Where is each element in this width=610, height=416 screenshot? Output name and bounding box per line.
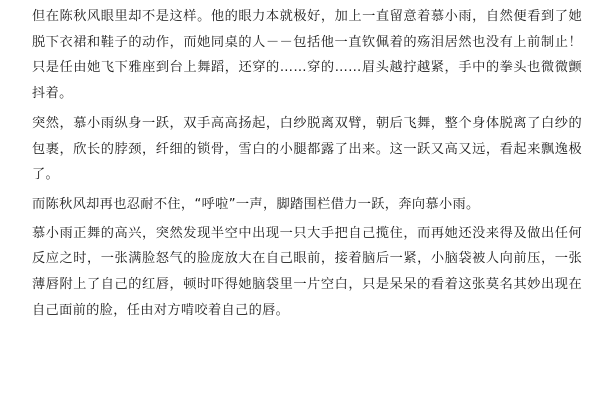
paragraph-3: 而陈秋风却再也忍耐不住，“呼啦”一声，脚踏围栏借力一跃，奔向慕小雨。 [32, 196, 480, 212]
paragraph-1: 但在陈秋风眼里却不是这样。他的眼力本就极好，加上一直留意着慕小雨，自然便看到了她脱下衣裙和鞋子的动作，而她同桌的人－－包括他一直钦佩着的殇泪居然也没有上前制止！只是任由她飞下雅座到台上舞蹈，还穿的……穿的……眉头越拧越紧，手中的拳头也微微颤抖着。 [32, 9, 582, 102]
paragraph-4: 慕小雨正舞的高兴，突然发现半空中出现一只大手把自己揽住，而再她还没来得及做出任何反应之时，一张满脸怒气的脸庞放大在自己眼前，接着脑后一紧，小脑袋被人向前压，一张薄唇附上了自己的红唇，顿时吓得她脑袋里一片空白，只是呆呆的看着这张莫名其妙出现在自己面前的脸，任由对方啃咬着自己的唇。 [32, 225, 582, 318]
paragraph-2: 突然，慕小雨纵身一跃，双手高高扬起，白纱脱离双臂，朝后飞舞，整个身体脱离了白纱的包裹，欣长的脖颈，纤细的锁骨，雪白的小腿都露了出来。这一跃又高又远，看起来飘逸极了。 [32, 115, 582, 183]
